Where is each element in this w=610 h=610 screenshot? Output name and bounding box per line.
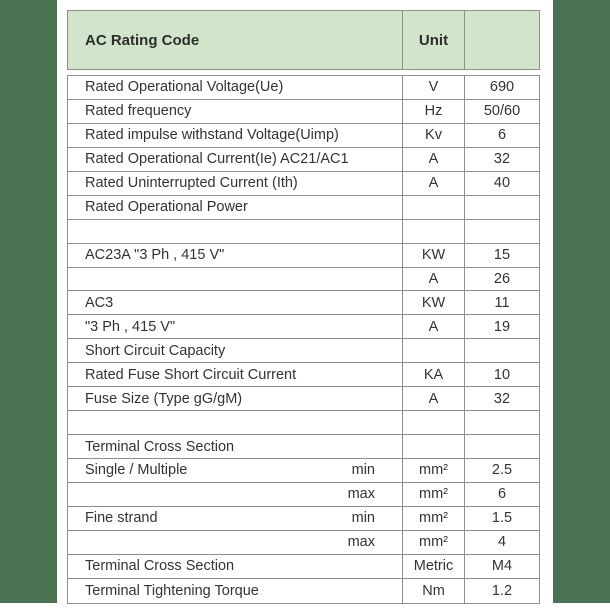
table-row <box>68 172 539 196</box>
table-row <box>68 435 539 459</box>
table-row <box>68 291 539 315</box>
row-value: 1.2 <box>464 579 539 603</box>
table-row <box>68 315 539 339</box>
row-parameter-cell <box>68 100 402 123</box>
header-ac-rating-code: AC Rating Code <box>85 31 200 49</box>
table-row <box>68 531 539 555</box>
row-value: 4 <box>464 531 539 554</box>
row-parameter-cell <box>68 172 402 195</box>
row-label: Fine strand <box>85 510 158 527</box>
row-parameter-cell <box>68 315 402 338</box>
table-row <box>68 220 539 244</box>
row-parameter-cell <box>68 220 402 243</box>
table-row <box>68 148 539 172</box>
spec-table <box>67 10 540 604</box>
row-parameter-cell <box>68 531 402 554</box>
row-label: Terminal Cross Section <box>85 438 235 455</box>
table-row <box>68 268 539 292</box>
row-label: Terminal Cross Section <box>85 558 235 575</box>
row-value: 6 <box>464 483 539 506</box>
table-row <box>68 124 539 148</box>
row-parameter-cell <box>68 363 402 386</box>
row-label: Rated Operational Voltage(Ue) <box>85 79 284 96</box>
row-value: 6 <box>464 124 539 147</box>
row-unit: A <box>402 315 464 338</box>
green-background-right <box>553 0 610 603</box>
row-label: Rated Operational Power <box>85 199 248 216</box>
row-value <box>464 411 539 434</box>
row-unit <box>402 339 464 362</box>
row-value: 11 <box>464 291 539 314</box>
row-value <box>464 220 539 243</box>
table-row <box>68 339 539 363</box>
row-unit: KW <box>402 244 464 267</box>
row-unit: KW <box>402 291 464 314</box>
row-value: 40 <box>464 172 539 195</box>
row-parameter-cell <box>68 148 402 171</box>
row-parameter-cell <box>68 124 402 147</box>
row-value: 1.5 <box>464 507 539 530</box>
row-unit: mm² <box>402 459 464 482</box>
row-value <box>464 196 539 219</box>
row-label: Rated Uninterrupted Current (Ith) <box>85 175 298 192</box>
row-label: AC23A "3 Ph , 415 V" <box>85 247 225 264</box>
row-label: Single / Multiple <box>85 462 188 479</box>
row-label: AC3 <box>85 294 114 311</box>
row-parameter-cell <box>68 387 402 410</box>
header-blank <box>464 11 539 69</box>
row-parameter-cell <box>68 579 402 603</box>
row-label: Rated Operational Current(Ie) AC21/AC1 <box>85 151 349 168</box>
row-value: M4 <box>464 555 539 578</box>
row-minmax-label: max <box>347 486 375 503</box>
row-value <box>464 339 539 362</box>
row-parameter-cell <box>68 76 402 99</box>
row-label: Short Circuit Capacity <box>85 342 226 359</box>
row-unit: A <box>402 172 464 195</box>
table-row <box>68 579 539 603</box>
row-unit: mm² <box>402 531 464 554</box>
row-unit: mm² <box>402 483 464 506</box>
row-value: 32 <box>464 387 539 410</box>
row-value: 26 <box>464 268 539 291</box>
row-value: 32 <box>464 148 539 171</box>
table-row <box>68 411 539 435</box>
table-body <box>67 75 540 604</box>
row-unit: KA <box>402 363 464 386</box>
table-row <box>68 483 539 507</box>
table-row <box>68 196 539 220</box>
row-minmax-label: min <box>351 510 375 527</box>
row-parameter-cell <box>68 291 402 314</box>
row-label: Rated frequency <box>85 103 192 120</box>
row-value <box>464 435 539 458</box>
row-unit: mm² <box>402 507 464 530</box>
row-unit: Hz <box>402 100 464 123</box>
row-label: Rated impulse withstand Voltage(Uimp) <box>85 127 339 144</box>
table-row <box>68 76 539 100</box>
row-value: 19 <box>464 315 539 338</box>
row-minmax-label: min <box>351 462 375 479</box>
row-unit <box>402 435 464 458</box>
row-unit: Kv <box>402 124 464 147</box>
table-row <box>68 363 539 387</box>
row-unit <box>402 220 464 243</box>
row-value: 2.5 <box>464 459 539 482</box>
row-parameter-cell <box>68 339 402 362</box>
row-minmax-label: max <box>347 534 375 551</box>
table-row <box>68 387 539 411</box>
row-parameter-cell <box>68 507 402 530</box>
row-parameter-cell <box>68 244 402 267</box>
row-unit: A <box>402 387 464 410</box>
row-unit: A <box>402 268 464 291</box>
row-unit: V <box>402 76 464 99</box>
row-label: Fuse Size (Type gG/gM) <box>85 390 243 407</box>
table-row <box>68 244 539 268</box>
row-unit: Nm <box>402 579 464 603</box>
row-unit <box>402 196 464 219</box>
row-unit: Metric <box>402 555 464 578</box>
row-unit <box>402 411 464 434</box>
row-label: Rated Fuse Short Circuit Current <box>85 366 297 383</box>
row-value: 690 <box>464 76 539 99</box>
row-value: 50/60 <box>464 100 539 123</box>
row-label: "3 Ph , 415 V" <box>85 318 176 335</box>
row-parameter-cell <box>68 555 402 578</box>
table-row <box>68 507 539 531</box>
row-label: Terminal Tightening Torque <box>85 582 259 599</box>
table-header-row <box>67 10 540 70</box>
row-unit: A <box>402 148 464 171</box>
row-parameter-cell <box>68 196 402 219</box>
row-parameter-cell <box>68 411 402 434</box>
table-row <box>68 100 539 124</box>
row-parameter-cell <box>68 268 402 291</box>
header-unit: Unit <box>402 11 464 69</box>
green-background-left <box>0 0 57 603</box>
row-parameter-cell <box>68 435 402 458</box>
row-parameter-cell <box>68 459 402 482</box>
row-value: 15 <box>464 244 539 267</box>
table-row <box>68 459 539 483</box>
table-row <box>68 555 539 579</box>
row-parameter-cell <box>68 483 402 506</box>
row-value: 10 <box>464 363 539 386</box>
